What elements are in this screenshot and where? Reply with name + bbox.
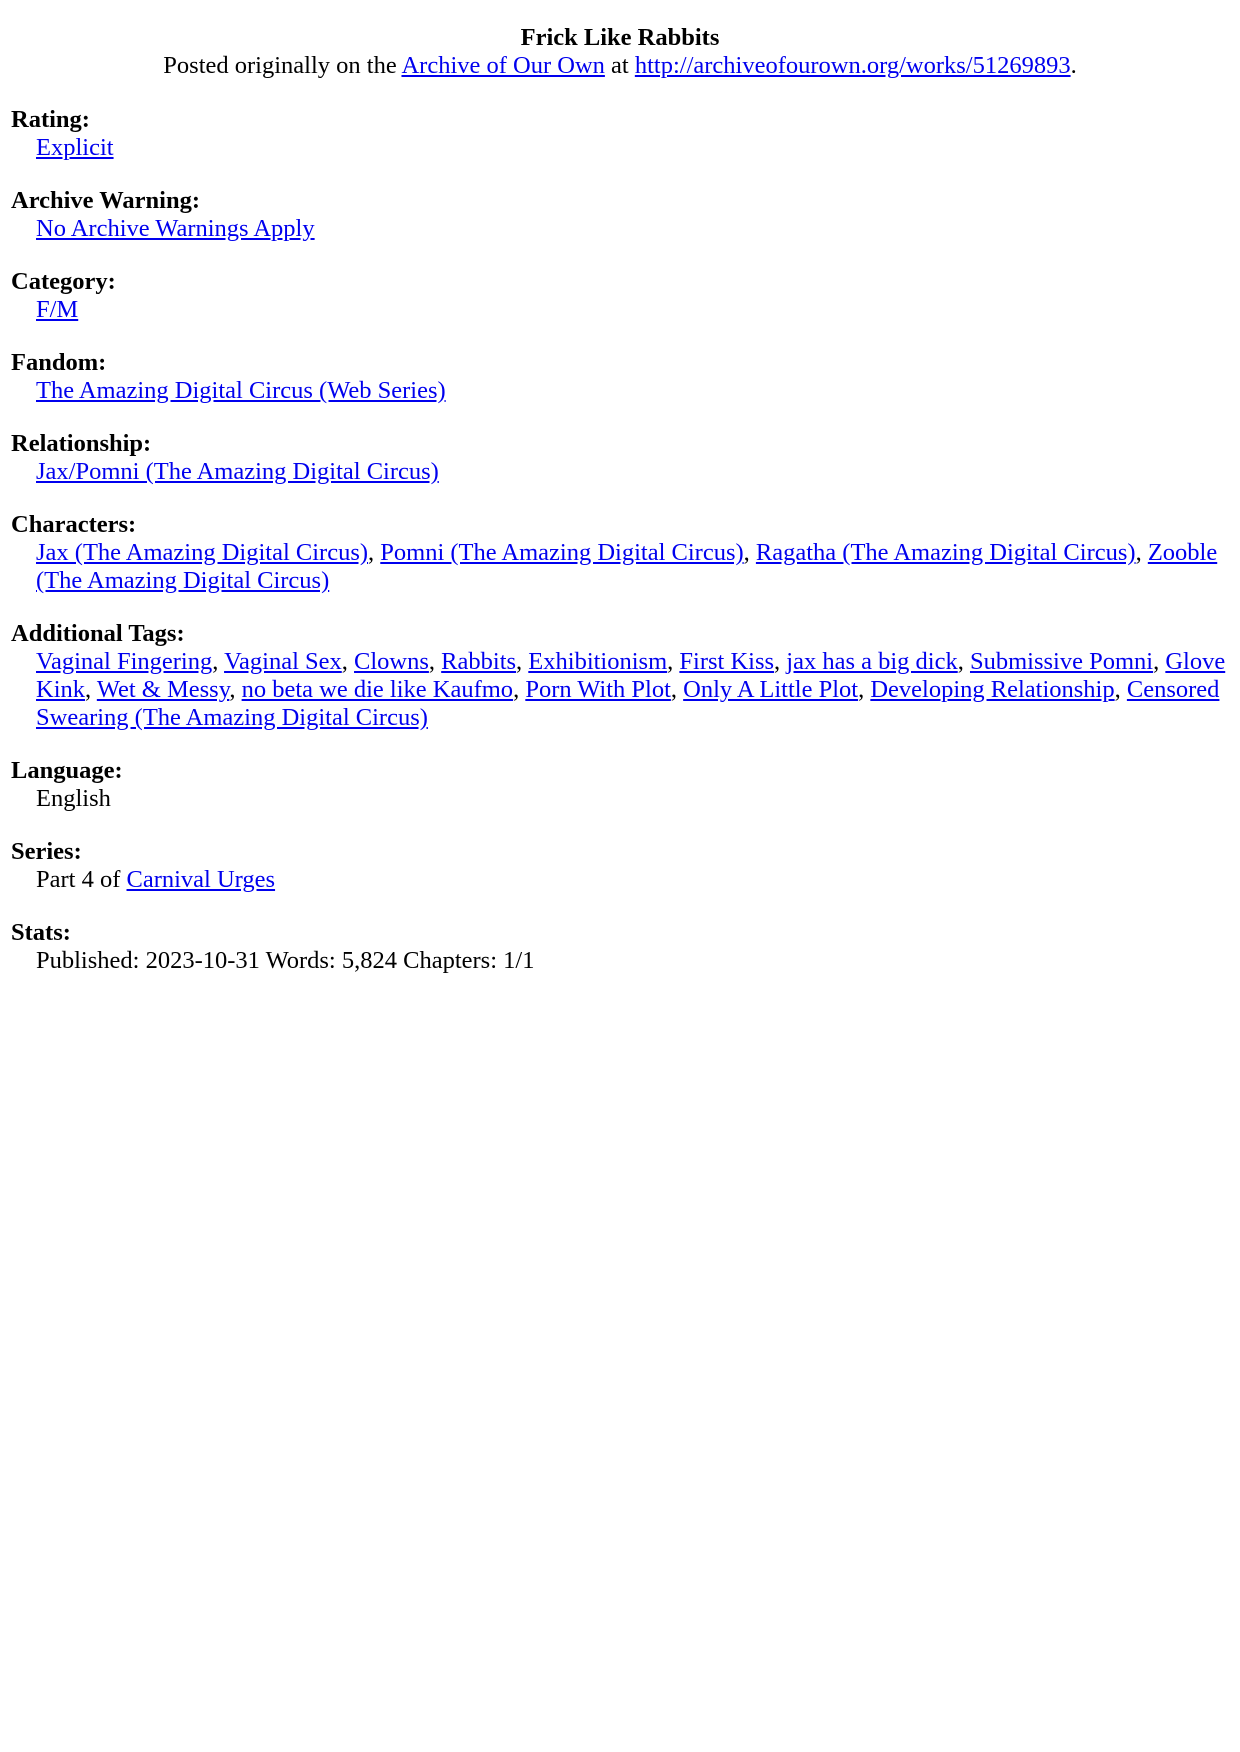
additional-tags-tag-link[interactable]: Vaginal Fingering bbox=[36, 648, 213, 675]
additional-tags-tag-link[interactable]: Porn With Plot bbox=[525, 676, 671, 703]
field-language bbox=[11, 757, 1240, 813]
field-rating bbox=[11, 106, 1240, 162]
field-label: Rating: bbox=[11, 106, 90, 133]
additional-tags-tag-link[interactable]: Glove Kink bbox=[36, 648, 1226, 703]
additional-tags-tag-link[interactable]: Wet & Messy bbox=[96, 676, 230, 703]
field-stats bbox=[11, 919, 1240, 975]
characters-tag-link[interactable]: Zooble (The Amazing Digital Circus) bbox=[36, 539, 1218, 594]
additional-tags-tag-link[interactable]: First Kiss bbox=[679, 648, 775, 675]
field-fandom bbox=[11, 349, 1240, 405]
field-value bbox=[36, 866, 1231, 894]
field-label: Stats: bbox=[11, 919, 71, 946]
work-title: Frick Like Rabbits bbox=[520, 24, 720, 51]
series-link[interactable]: Carnival Urges bbox=[126, 866, 276, 893]
work-url-link[interactable]: http://archiveofourown.org/works/51269893 bbox=[634, 52, 1071, 79]
posted-prefix: Posted originally on the bbox=[163, 52, 402, 79]
relationship-tag-link[interactable]: Jax/Pomni (The Amazing Digital Circus) bbox=[36, 458, 439, 485]
field-additional-tags bbox=[11, 620, 1240, 732]
characters-tag-link[interactable]: Ragatha (The Amazing Digital Circus) bbox=[755, 539, 1136, 566]
additional-tags-tag-link[interactable]: Submissive Pomni bbox=[969, 648, 1154, 675]
field-value bbox=[36, 215, 1231, 243]
field-label: Category: bbox=[11, 268, 116, 295]
stats-text: Published: 2023-10-31 Words: 5,824 Chapters: 1/1 bbox=[36, 947, 535, 974]
field-label: Relationship: bbox=[11, 430, 152, 457]
characters-tag-link[interactable]: Pomni (The Amazing Digital Circus) bbox=[380, 539, 744, 566]
field-relationship bbox=[11, 430, 1240, 486]
additional-tags-tag-link[interactable]: Exhibitionism bbox=[528, 648, 668, 675]
additional-tags-tag-link[interactable]: no beta we die like Kaufmo bbox=[241, 676, 514, 703]
category-tag-link[interactable]: F/M bbox=[36, 296, 79, 323]
field-label: Characters: bbox=[11, 511, 137, 538]
field-value: Jax (The Amazing Digital Circus), Pomni (The Amazing Digital Circus), Ragatha (The Amazing Digital Circus), Zooble (The Amazing Digital Circus) bbox=[36, 539, 1218, 594]
additional-tags-tag-link[interactable]: Only A Little Plot bbox=[683, 676, 859, 703]
language-text: English bbox=[36, 785, 111, 812]
field-value bbox=[36, 458, 1231, 486]
archive-warning-tag-link[interactable]: No Archive Warnings Apply bbox=[36, 215, 315, 242]
work-metadata bbox=[11, 106, 1240, 975]
field-characters bbox=[11, 511, 1240, 595]
additional-tags-tag-link[interactable]: Vaginal Sex bbox=[224, 648, 342, 675]
additional-tags-tag-link[interactable]: jax has a big dick bbox=[786, 648, 958, 675]
field-value bbox=[36, 377, 1231, 405]
field-value bbox=[36, 134, 1231, 162]
work-header bbox=[11, 24, 1229, 80]
field-value: Vaginal Fingering, Vaginal Sex, Clowns, Rabbits, Exhibitionism, First Kiss, jax has a big dick, Submissive Pomni, Glove Kink, Wet & Messy, no beta we die like Kaufmo, Porn With Plot, Only A Little Plot, Developing Relationship, Censored Swearing (The Amazing Digital Circus) bbox=[36, 648, 1226, 731]
additional-tags-tag-link[interactable]: Censored Swearing (The Amazing Digital Circus) bbox=[36, 676, 1220, 731]
field-label: Series: bbox=[11, 838, 82, 865]
field-label: Additional Tags: bbox=[11, 620, 185, 647]
field-value bbox=[36, 785, 1231, 813]
fandom-tag-link[interactable]: The Amazing Digital Circus (Web Series) bbox=[36, 377, 446, 404]
field-category bbox=[11, 268, 1240, 324]
field-series bbox=[11, 838, 1240, 894]
additional-tags-tag-link[interactable]: Rabbits bbox=[441, 648, 517, 675]
archive-link[interactable]: Archive of Our Own bbox=[401, 52, 605, 79]
field-archive-warning bbox=[11, 187, 1240, 243]
characters-tag-link[interactable]: Jax (The Amazing Digital Circus) bbox=[36, 539, 369, 566]
series-part-text: Part 4 of bbox=[36, 866, 127, 893]
field-value bbox=[36, 296, 1231, 324]
additional-tags-tag-link[interactable]: Clowns bbox=[354, 648, 429, 675]
posted-middle: at bbox=[604, 52, 635, 79]
field-label: Fandom: bbox=[11, 349, 107, 376]
field-label: Archive Warning: bbox=[11, 187, 200, 214]
rating-tag-link[interactable]: Explicit bbox=[36, 134, 114, 161]
field-label: Language: bbox=[11, 757, 123, 784]
posted-line bbox=[11, 52, 1229, 80]
additional-tags-tag-link[interactable]: Developing Relationship bbox=[870, 676, 1115, 703]
field-value bbox=[36, 947, 1231, 975]
posted-suffix: . bbox=[1070, 52, 1077, 79]
